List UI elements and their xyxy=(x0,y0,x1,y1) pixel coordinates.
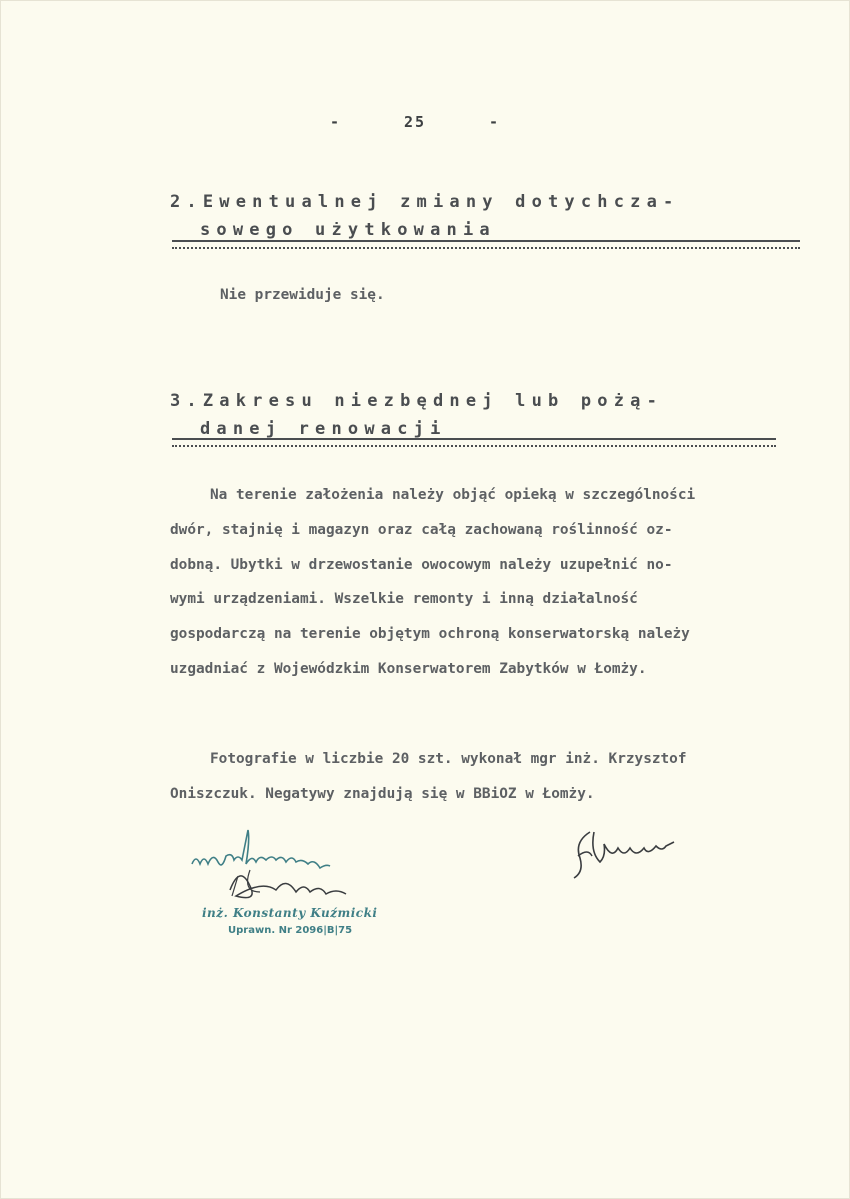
page-number-dash-right: - xyxy=(488,113,500,131)
section-3-underline xyxy=(172,438,776,447)
page-number-value: 25 xyxy=(403,113,427,131)
section-3-body-line: dwór, stajnię i magazyn oraz całą zachowaną roślinność oz- xyxy=(170,521,673,538)
author-signature-icon xyxy=(570,826,690,882)
photo-note-line: Oniszczuk. Negatywy znajdują się w BBiOZ w Łomży. xyxy=(170,785,595,802)
section-2-heading xyxy=(170,188,810,244)
section-3-heading-line1: 3.Zakresu niezbędnej lub pożą- xyxy=(170,391,664,411)
section-3-body xyxy=(170,478,790,687)
section-3-body-line: dobną. Ubytki w drzewostanie owocowym należy uzupełnić no- xyxy=(170,556,673,573)
section-3-heading xyxy=(170,387,810,443)
section-2-underline xyxy=(172,240,800,249)
stamp-permit-number: Uprawn. Nr 2096|B|75 xyxy=(228,925,353,936)
page-number-dash-left: - xyxy=(330,113,342,131)
section-3-body-line: gospodarczą na terenie objętym ochroną konserwatorską należy xyxy=(170,626,690,643)
page-number xyxy=(330,113,500,131)
section-2-heading-line1: 2.Ewentualnej zmiany dotychcza- xyxy=(170,192,680,212)
section-3-body-line: Na terenie założenia należy objąć opieką w szczególności xyxy=(210,487,696,503)
section-3-body-line: uzgadniać z Wojewódzkim Konserwatorem Zabytków w Łomży. xyxy=(170,660,647,677)
stamp-name: inż. Konstanty Kuźmicki xyxy=(202,906,378,920)
section-2-heading-line2: sowego użytkowania xyxy=(200,220,496,240)
photo-note xyxy=(170,742,790,812)
section-3-heading-line2: danej renowacji xyxy=(200,419,447,439)
section-2-body: Nie przewiduje się. xyxy=(220,287,385,303)
photo-note-line: Fotografie w liczbie 20 szt. wykonał mgr inż. Krzysztof xyxy=(210,751,687,767)
section-3-body-line: wymi urządzeniami. Wszelkie remonty i inną działalność xyxy=(170,591,638,608)
